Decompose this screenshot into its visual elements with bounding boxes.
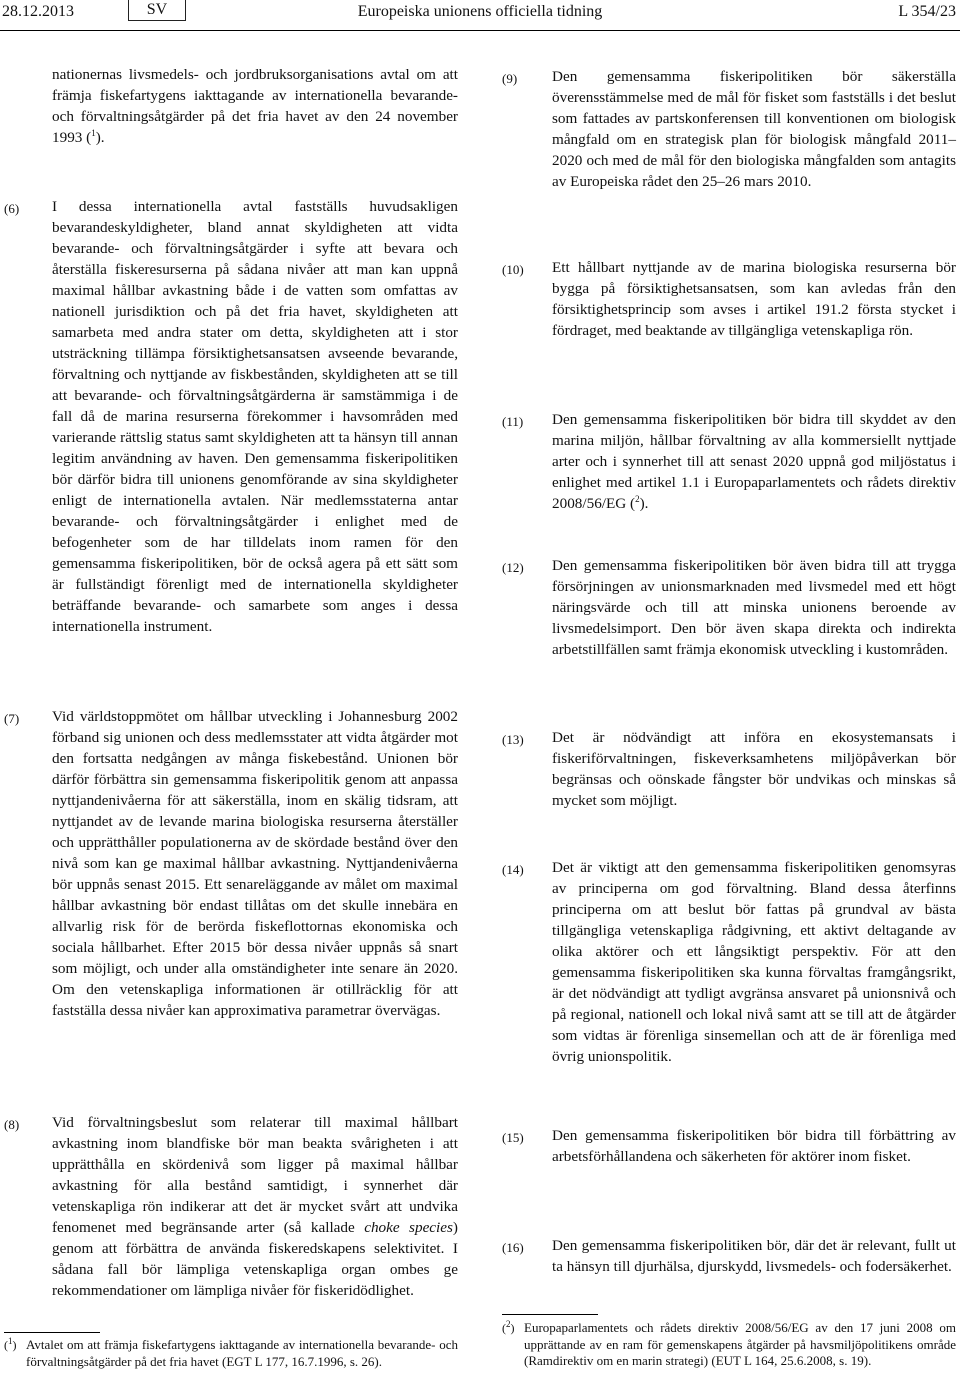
recital-number: (16) [502, 1240, 524, 1255]
header-rule [0, 30, 960, 31]
recital-text-cont: ) genom att förbättra de använda fiskeredskapens selektivitet. I sådana fall bör lämpliga vetenskapliga organ ombes ge rekommendationer om lämpliga nivåer för fiskeridödlighet. [52, 1219, 458, 1299]
recital-number: (12) [502, 560, 524, 575]
recital-text: Det är viktigt att den gemensamma fiskeripolitiken genomsyras av principerna om god förvaltning. Bland dessa återfinns principerna om att beslut bör fattas på grundval av bästa tillgängliga vetenskapliga rådgivning, ett aktivt deltagande av olika aktörer och ett långsiktigt perspektiv. För att den gemensamma fiskeripolitiken ska kunna förvaltas framgångsrikt, är det nödvändigt att tydligt avgränsa ansvaret på unionsnivå och på regional, nationell och lokal nivå samt att se till att de åtgärder som vidtas är förenliga sinsemellan och att de är förenliga med övrig unionspolitik. [552, 859, 956, 1065]
publication-date: 28.12.2013 [2, 3, 74, 20]
footnote-mark: 1 [8, 1336, 13, 1346]
footnote-text: Avtalet om att främja fiskefartygens iakttagande av internationella bevarande- och förvaltningsåtgärder på det fria havet (EGT L 177, 16.7.1996, s. 26). [26, 1337, 458, 1369]
footnote-rule [4, 1332, 100, 1333]
recital-number: (14) [502, 862, 524, 877]
journal-title: Europeiska unionens officiella tidning [357, 3, 603, 20]
intro-tail: ). [95, 129, 105, 146]
intro-text: nationernas livsmedels- och jordbruksorganisations avtal om att främja fiskefartygens iakttagande av internationella bevarande- och förvaltningsåtgärder på det fria havet av den 24 november 1993 ( [52, 66, 458, 146]
recital-number: (13) [502, 732, 524, 747]
recital-text: Den gemensamma fiskeripolitiken bör säkerställa överensstämmelse med de mål för fisket som fastställs i det beslut som fattades av partskonferensen till konventionen om biologisk mångfald om en strategisk plan för biologisk mångfald 2011–2020 och med de mål för den biologiska mångfalden som antagits av Europeiska rådet den 25–26 mars 2010. [552, 68, 956, 190]
language-tag: SV [128, 0, 186, 21]
recital-text: Den gemensamma fiskeripolitiken bör, där det är relevant, fullt ut ta hänsyn till djurhälsa, djurskydd, livsmedels- och fodersäkerhet. [552, 1237, 956, 1275]
recital-text: Ett hållbart nyttjande av de marina biologiska resurserna bör bygga på försiktighetsansatsen, som kan avledas från den försiktighetsprincip som avses i artikel 191.2 första stycket i fördraget, med beaktande av tillgängliga vetenskapliga rön. [552, 259, 956, 339]
emphasis-term: choke species [364, 1219, 453, 1236]
recital-text: Den gemensamma fiskeripolitiken bör även bidra till att trygga försörjningen av unionsmarknaden med livsmedel med ett högt näringsvärde och till att minska unionens beroende av livsmedelsimport. Den bör även skapa direkta och indirekta arbetstillfällen samt främja ekonomisk utveckling i kustområden. [552, 557, 956, 658]
recital-number: (9) [502, 71, 518, 86]
recital-text: I dessa internationella avtal fastställs huvudsakligen bevarandeskyldigheter, bland annat skyldigheten att vidta bevarande- och förvaltningsåtgärder i syfte att bevara och återställa fiskeresurserna på sådana nivåer att man kan uppnå maximal hållbar avkastning både i de vatten som omfattas av nationell jurisdiktion och på det fria havet, skyldigheten att samarbeta med andra stater om detta, skyldigheten att i stor utsträckning tillämpa försiktighetsansatsen avseende bevarande, förvaltning och nyttjande av fiskbestånden, skyldigheten att se till att bevarande- och förvaltningsåtgärderna är samstämmiga i de fall då de marina resurserna förekommer i havsområden med varierande rättslig status samt skyldigheten att ta hänsyn till annan legitim användning av haven. Den gemensamma fiskeripolitiken bör därför bidra till unionens genomförande av sina skyldigheter enligt de internationella avtalen. När medlemsstaterna antar bevarande- och förvaltningsåtgärder i enlighet med de befogenheter som de har tilldelats inom ramen för den gemensamma fiskeripolitiken, bör de också agera på ett sätt som är fullständigt förenligt med de internationella skyldigheter beträffande bevarande- och samarbete som anges i dessa internationella instrument. [52, 198, 458, 635]
recital-number: (6) [4, 201, 20, 216]
recital-text: Den gemensamma fiskeripolitiken bör bidra till förbättring av arbetsförhållandena och säkerheten för aktörer inom fisket. [552, 1127, 956, 1165]
recital-tail: ). [639, 495, 649, 512]
footnote-text: Europaparlamentets och rådets direktiv 2008/56/EG av den 17 juni 2008 om upprättande av en ram för gemenskapens åtgärder på havsmiljöpolitikens område (Ramdirektiv om en marin strategi) (EUT L 164, 25.6.2008, s. 19). [524, 1320, 956, 1368]
recital-text: Det är nödvändigt att införa en ekosystemansats i fiskeriförvaltningen, fiskeverksamhetens miljöpåverkan bör begränsas och oönskade fångster bör undvikas och minskas så mycket som möjligt. [552, 729, 956, 809]
recital-text: Den gemensamma fiskeripolitiken bör bidra till skyddet av den marina miljön, hållbar förvaltning av alla kommersiellt nyttjade arter och i synnerhet till att senast 2020 uppnå god miljöstatus i enlighet med artikel 1.1 i Europaparlamentets och rådets direktiv 2008/56/EG ( [552, 411, 956, 512]
footnote-rule [502, 1314, 598, 1315]
recital-number: (8) [4, 1117, 20, 1132]
footnote-mark: 2 [506, 1319, 511, 1329]
recital-number: (10) [502, 262, 524, 277]
recital-number: (15) [502, 1130, 524, 1145]
page-reference: L 354/23 [898, 3, 956, 20]
recital-number: (11) [502, 414, 524, 429]
recital-text: Vid förvaltningsbeslut som relaterar till maximal hållbart avkastning inom blandfiske bör man beakta svårigheten i att upprätthålla en skördenivå som ligger på maximal hållbar avkastning för alla bestånd samtidigt, i synnerhet där vetenskapliga rön indikerar att det är mycket svårt att undvika fenomenet med begränsande arter (så kallade [52, 1114, 458, 1236]
footnote-ref-2[interactable]: 2 [635, 493, 640, 504]
recital-number: (7) [4, 711, 20, 726]
footnote-ref-1[interactable]: 1 [91, 127, 96, 138]
page-header [0, 0, 960, 30]
recital-text: Vid världstoppmötet om hållbar utveckling i Johannesburg 2002 förband sig unionen och dess medlemsstater att vidta åtgärder mot den fortsatta nedgången av många fiskebestånd. Unionen bör därför förbättra sin gemensamma fiskeripolitik genom att anpassa nyttjandenivåerna för att säkerställa, inom en skälig tidsram, att nyttjandet av de levande marina biologiska resurserna återställer och upprätthåller populationerna av de skördade bestånd över den nivå som kan ge maximal hållbar avkastning. Nyttjandenivåerna bör uppnås senast 2015. Ett senareläggande av målet om maximal hållbar avkastning bör endast tillåtas om det skulle innebära en allvarlig risk för de berörda fiskeflottornas ekonomiska och sociala hållbarhet. Efter 2015 bör dessa nivåer uppnås så snart som möjligt, och under alla omständigheter inte senare än 2020. Om den vetenskapliga informationen är otillräcklig för att fastställa dessa nivåer kan approximativa parametrar övervägas. [52, 708, 458, 1019]
